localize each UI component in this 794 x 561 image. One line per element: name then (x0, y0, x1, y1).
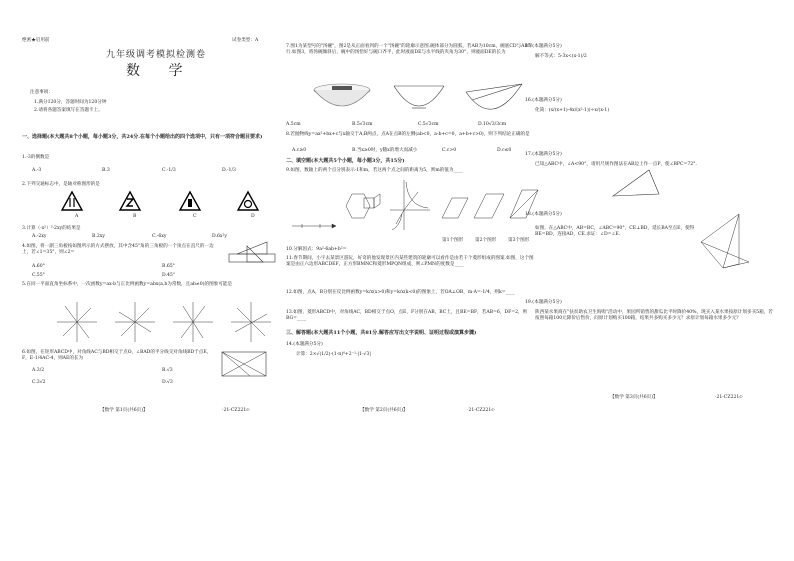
page-3-footer: 【数学 第3页(共6页)】 (610, 395, 658, 400)
q3-option-d: D.6x²y (212, 234, 227, 239)
q17-score: 17.(本题满分5分) (525, 152, 562, 157)
fig-label-1: 第1个图形 (442, 238, 464, 243)
q1-option-d: D.-1/3 (222, 168, 236, 173)
bowl-tilted-figure (466, 84, 522, 109)
section-3-heading: 三、解答题(本大题共11个小题，共81分.解答应写出文字说明、证明过程或演算步骤) (286, 330, 477, 336)
q8-option-a: A.c≥0 (292, 148, 307, 153)
number-line-figure (292, 224, 336, 228)
sign-d-icon (238, 192, 258, 210)
fig-label-2: 第2个图形 (475, 238, 497, 243)
q18-stem: 如图，在△ABC中，AB=BC，∠ABC=90°，CE⊥BD，延长BA至点E，使得BE=BD，连接AD，CE.求证：∠D=∠E. (535, 226, 695, 237)
q2-label-a: A (75, 214, 79, 219)
q3-option-c: C.-6xy (152, 234, 167, 239)
bowl-photo-icon (314, 84, 370, 106)
section-2-heading: 二、填空题(本大题共5个小题，每小题3分，共15分) (286, 158, 405, 164)
q1-option-a: A.-3 (32, 168, 42, 173)
page-1-code: ·21-CZ221c· (222, 408, 251, 413)
q4-option-a: A.60° (32, 264, 45, 269)
exam-title: 九年级调考模拟检测卷 (106, 50, 207, 60)
paper-type: 试卷类型：A (232, 38, 259, 43)
bowl-profile-figure (394, 86, 444, 108)
q19-stem: 陕西某水果商在"扶贫助农卫生海购"活动中，果园所销售的甜瓜比平时降价40%，现买入某水果按原计划多买5箱，若按照每箱100元降价后售价，问原计划购买100箱，结果共多购买多少元？求原计划每箱水果多少元？ (535, 310, 773, 321)
q8-stem: 8.若抛物线y=ax²+bx+c与x轴交于A,B两点，点A在点B的左侧(ab<0，a-b+c=0，a+b+c>0)，则下列结论正确的是 (286, 132, 530, 137)
secret-label: 绝密★启用前 (22, 38, 50, 43)
page-2-footer: 【数学 第2页(共6页)】 (360, 408, 408, 413)
q8-option-c: C.c>0 (442, 148, 457, 153)
sign-c-icon (180, 192, 200, 210)
q5-graph-b (115, 302, 155, 342)
q15-score: 15.(本题满分5分) (525, 44, 562, 49)
q2-label-d: D (251, 214, 255, 219)
q4-option-d: D.45° (162, 273, 176, 278)
page-2 (282, 0, 544, 561)
q3-stem: 3.计算（-x²）³·2xy的结果是 (22, 226, 81, 231)
q9-stem: 9.如图，数轴上的两个点分别表示-1和m，若这两个点之间的距离为5，则m的值为____ (286, 168, 463, 173)
q7-option-c: C.5√3cm (418, 122, 439, 127)
fig-label-3: 第3个图形 (508, 238, 530, 243)
q1-option-b: B.3 (102, 168, 110, 173)
q7-option-a: A.5cm (286, 122, 301, 127)
page-3 (525, 0, 780, 561)
q8-option-d: D.c≤0 (497, 148, 512, 153)
q6-option-a: A.3/2 (32, 368, 45, 373)
hyperbola-figure (390, 180, 430, 230)
q6-stem: 6.如图，在矩形ABCD中，对角线AC与BD相交于点O，∠BAD的平分线交对角线BD于点E，F，E-1/4AC-4，则AE的长为 (22, 350, 212, 361)
q18-triangle-figure (695, 212, 755, 270)
sign-a-icon (62, 192, 82, 210)
q5-graph-c (173, 302, 213, 342)
q9-q13-figures (292, 180, 537, 238)
q17-stem: 已知△ABC中，∠A<90°，请用尺规作图法在AB边上作一点P，使∠BPC=72°. (535, 162, 697, 167)
q8-option-b: B.当x≥0时，y随x的增大而减小 (352, 148, 418, 153)
q5-graph-options (57, 302, 272, 342)
notice-item-1: 1.满分120分，答题时间为120分钟 (34, 100, 107, 105)
q16-score: 16.(本题满分5分) (525, 98, 562, 103)
q15-stem: 解不等式：5-3x<(x-1)/2 (535, 54, 587, 59)
page-1-footer: 【数学 第1页(共6页)】 (100, 408, 148, 413)
q4-stem: 4.如图，将一副三角板按如图所示的方式摆放，其中含45°角的三角板的一个顶点在直尺的一边上，若∠1=35°，则∠2= (22, 244, 214, 255)
q6-rectangle-figure (220, 350, 268, 378)
q7-option-d: D.10√3/3cm (478, 122, 507, 127)
q11-stem: 11.春节期间，小宇去某景区游玩，好奇的他发现景区内某些建筑的轮廓可以看作是由若干个菱形组成的图案.如图，这个图案是由正六边形ABCDEF，正方形BMNC和菱形MPQN组成，则∠PMN的度数是____ (286, 256, 534, 267)
q3-option-a: A.-2xy (32, 234, 47, 239)
q5-graph-d (231, 302, 271, 342)
page-2-code: ·21-CZ221c· (467, 408, 496, 413)
page-3-code: ·21-CZ221c· (715, 395, 744, 400)
q2-stem: 2.下列交通标志中，是轴对称图形的是 (22, 182, 100, 187)
q13-stem: 13.如图，菱形ABCD中，对角线AC，BD相交于点O，点E，F分别在AB，BC上，且BE=BF，若AB=6，DF=2，则BG=____ (286, 310, 528, 321)
page-1 (22, 0, 284, 561)
rhombus-figures (442, 190, 538, 218)
q5-stem: 5.在同一平面直角坐标系中，一次函数y=ax-b与正比例函数y=abx(a,b为常数，且ab≠0)的图象可能是 (22, 282, 233, 287)
notice-item-2: 2.请将各题答案填写在答题卡上。 (34, 108, 103, 113)
q2-traffic-signs (62, 190, 262, 214)
q7-option-b: B.5√3cm (352, 122, 373, 127)
notice-heading: 注意事项： (30, 90, 53, 95)
subject-title: 数 学 (126, 63, 195, 79)
q4-option-b: B.65° (162, 264, 175, 269)
q19-score: 19.(本题满分5分) (525, 300, 562, 305)
q5-graph-a (57, 302, 97, 342)
q7-stem: 7.图1为某型号的"汤碗"，图2是从正面看到的一个"汤碗"的轮廓示意图.碗体部分为圆弧，若AB为10cm，碗底CD与AB平行.如图3，将汤碗倾斜后，碗中的汤恰好与碗口齐平，此时液面DE与水平线的夹角为30°，则液面DE的长为 (286, 44, 533, 55)
q1-stem: 1.-3的倒数是 (22, 155, 50, 160)
q4-option-c: C.55° (32, 273, 45, 278)
section-1-heading: 一、选择题(本大题共8个小题，每小题3分，共24分.在每个小题给出的四个选项中，只有一项符合题目要求) (22, 134, 263, 140)
q6-option-d: D.√3 (162, 380, 173, 385)
q6-option-c: C.3√2 (32, 380, 46, 385)
q12-stem: 12.如图，点A，B分别在反比例函数y=k/x(x>0)和y=k/x(k<0)的图象上，若OA⊥OB，m·A=-1/4，则k=____ (286, 290, 515, 295)
q14-score: 14.(本题满分5分) (286, 342, 323, 347)
hexagon-figure (346, 194, 380, 218)
q10-stem: 10.分解因式：9a²-6ab+b²= (286, 247, 347, 252)
sign-b-icon (120, 192, 140, 210)
q6-option-b: B.√3 (162, 368, 173, 373)
q1-option-c: C.-1/3 (162, 168, 176, 173)
q2-label-b: B (133, 214, 137, 219)
q4-triangle-ruler-figure (227, 240, 277, 268)
q14-stem: 计算：2×√(1/2)-(1-π)⁰+2⁻¹-|1-√3| (296, 352, 371, 357)
q3-option-b: B.2xy (92, 234, 105, 239)
q16-stem: 化简：(x/(x+1)-4x/(x²-1))÷x/(x-1) (535, 108, 610, 113)
q18-score: 18.(本题满分5分) (525, 212, 562, 217)
q17-triangle-figure (611, 168, 661, 198)
q2-label-c: C (193, 214, 197, 219)
q7-bowl-figures (312, 78, 532, 118)
